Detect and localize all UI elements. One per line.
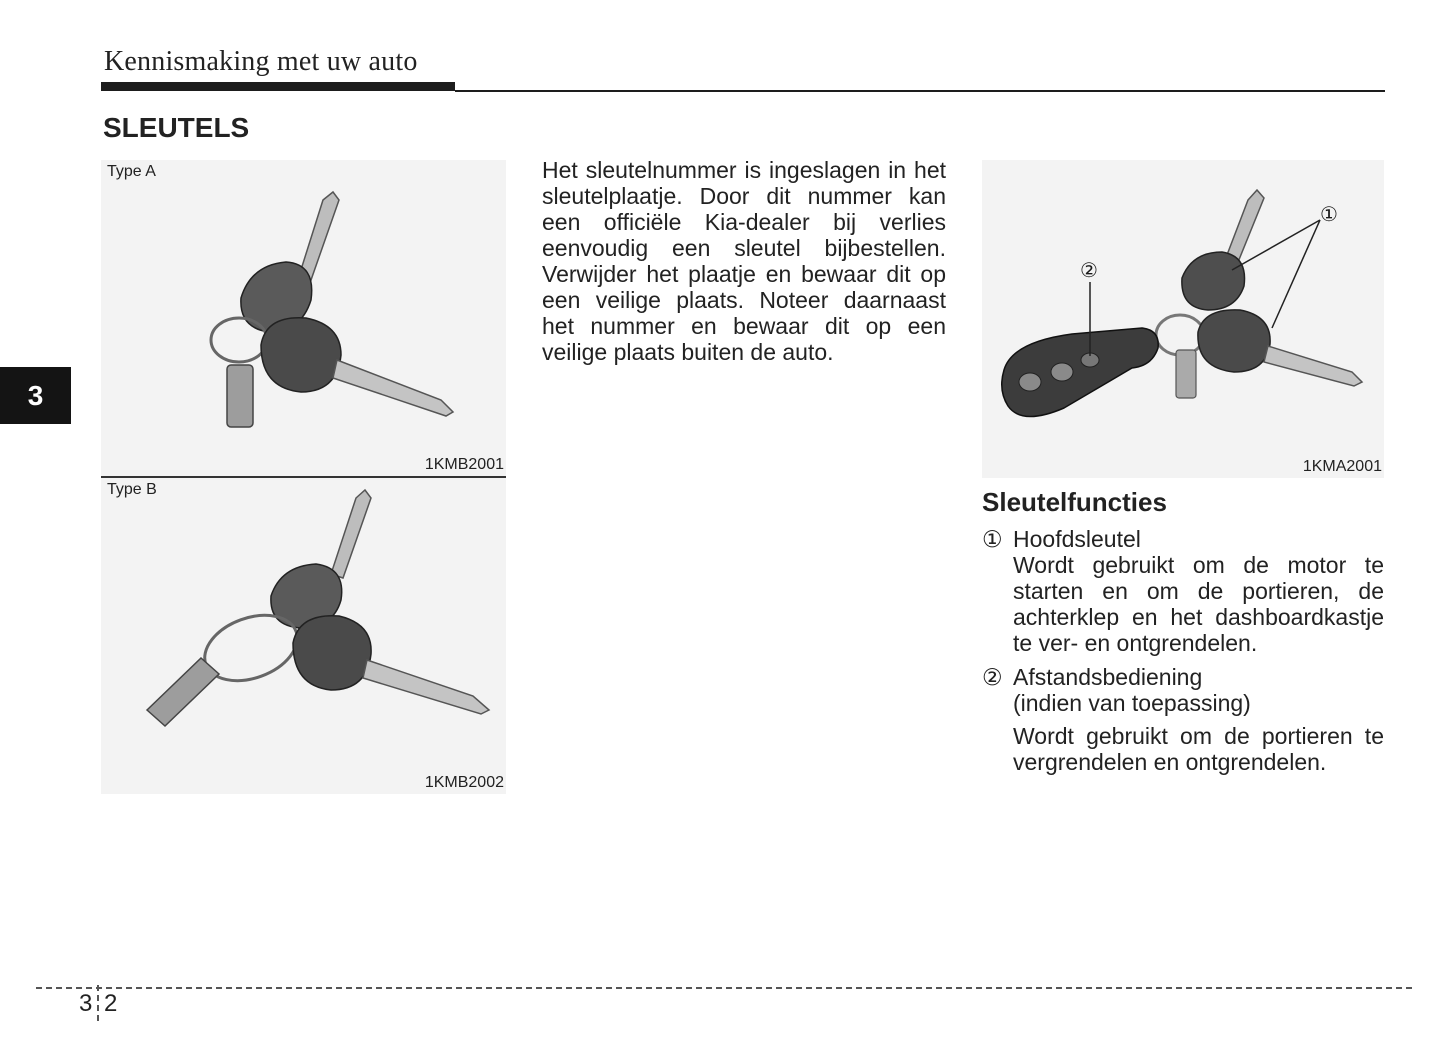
function-number: ①	[982, 526, 1003, 552]
header-rule	[455, 90, 1385, 92]
chapter-tab: 3	[0, 367, 71, 424]
figure-key-type-a	[101, 160, 506, 476]
footer-page-separator	[97, 985, 99, 1021]
function-name: Afstandsbediening	[1013, 664, 1203, 690]
keys-type-a-icon	[101, 160, 506, 476]
keys-type-b-icon	[101, 478, 506, 794]
figure-key-type-b	[101, 478, 506, 794]
header-bar	[101, 82, 455, 91]
figure-code-remote: 1KMA2001	[1302, 458, 1382, 475]
footer-chapter-number: 3	[79, 990, 93, 1017]
figure-code-type-a: 1KMB2001	[424, 456, 504, 473]
callout-2: ②	[1080, 260, 1098, 282]
figure-remote-key	[982, 160, 1384, 478]
callout-1: ①	[1320, 204, 1338, 226]
function-name: Hoofdsleutel	[1013, 526, 1141, 552]
key-number-paragraph: Het sleutelnummer is ingeslagen in het sleutelplaatje. Door dit nummer kan een officiële Kia-dealer bij verlies eenvoudig een sleutel bijbestellen. Verwijder het plaatje en bewaar dit op een veilige plaats. Noteer daarnaast het nummer en bewaar dit op een veilige plaats buiten de auto.	[542, 157, 946, 365]
footer-page-number: 2	[104, 990, 118, 1017]
figure-label-type-b: Type B	[107, 481, 157, 498]
running-header: Kennismaking met uw auto	[104, 46, 418, 77]
footer-dashed-rule	[36, 987, 1412, 989]
function-description: Wordt gebruikt om de motor te starten en om de portieren, de achterklep en het dashboardkastje te ver- en ontgrendelen.	[1013, 552, 1384, 656]
function-item-remote	[982, 664, 1384, 775]
section-title: SLEUTELS	[103, 112, 250, 143]
function-item-master-key	[982, 526, 1384, 656]
function-number: ②	[982, 664, 1003, 690]
function-description: Wordt gebruikt om de portieren te vergrendelen en ontgrendelen.	[1013, 723, 1384, 775]
figure-code-type-b: 1KMB2002	[424, 774, 504, 791]
figure-label-type-a: Type A	[107, 163, 156, 180]
key-functions-title: Sleutelfuncties	[982, 487, 1167, 517]
function-note: (indien van toepassing)	[1013, 690, 1251, 716]
